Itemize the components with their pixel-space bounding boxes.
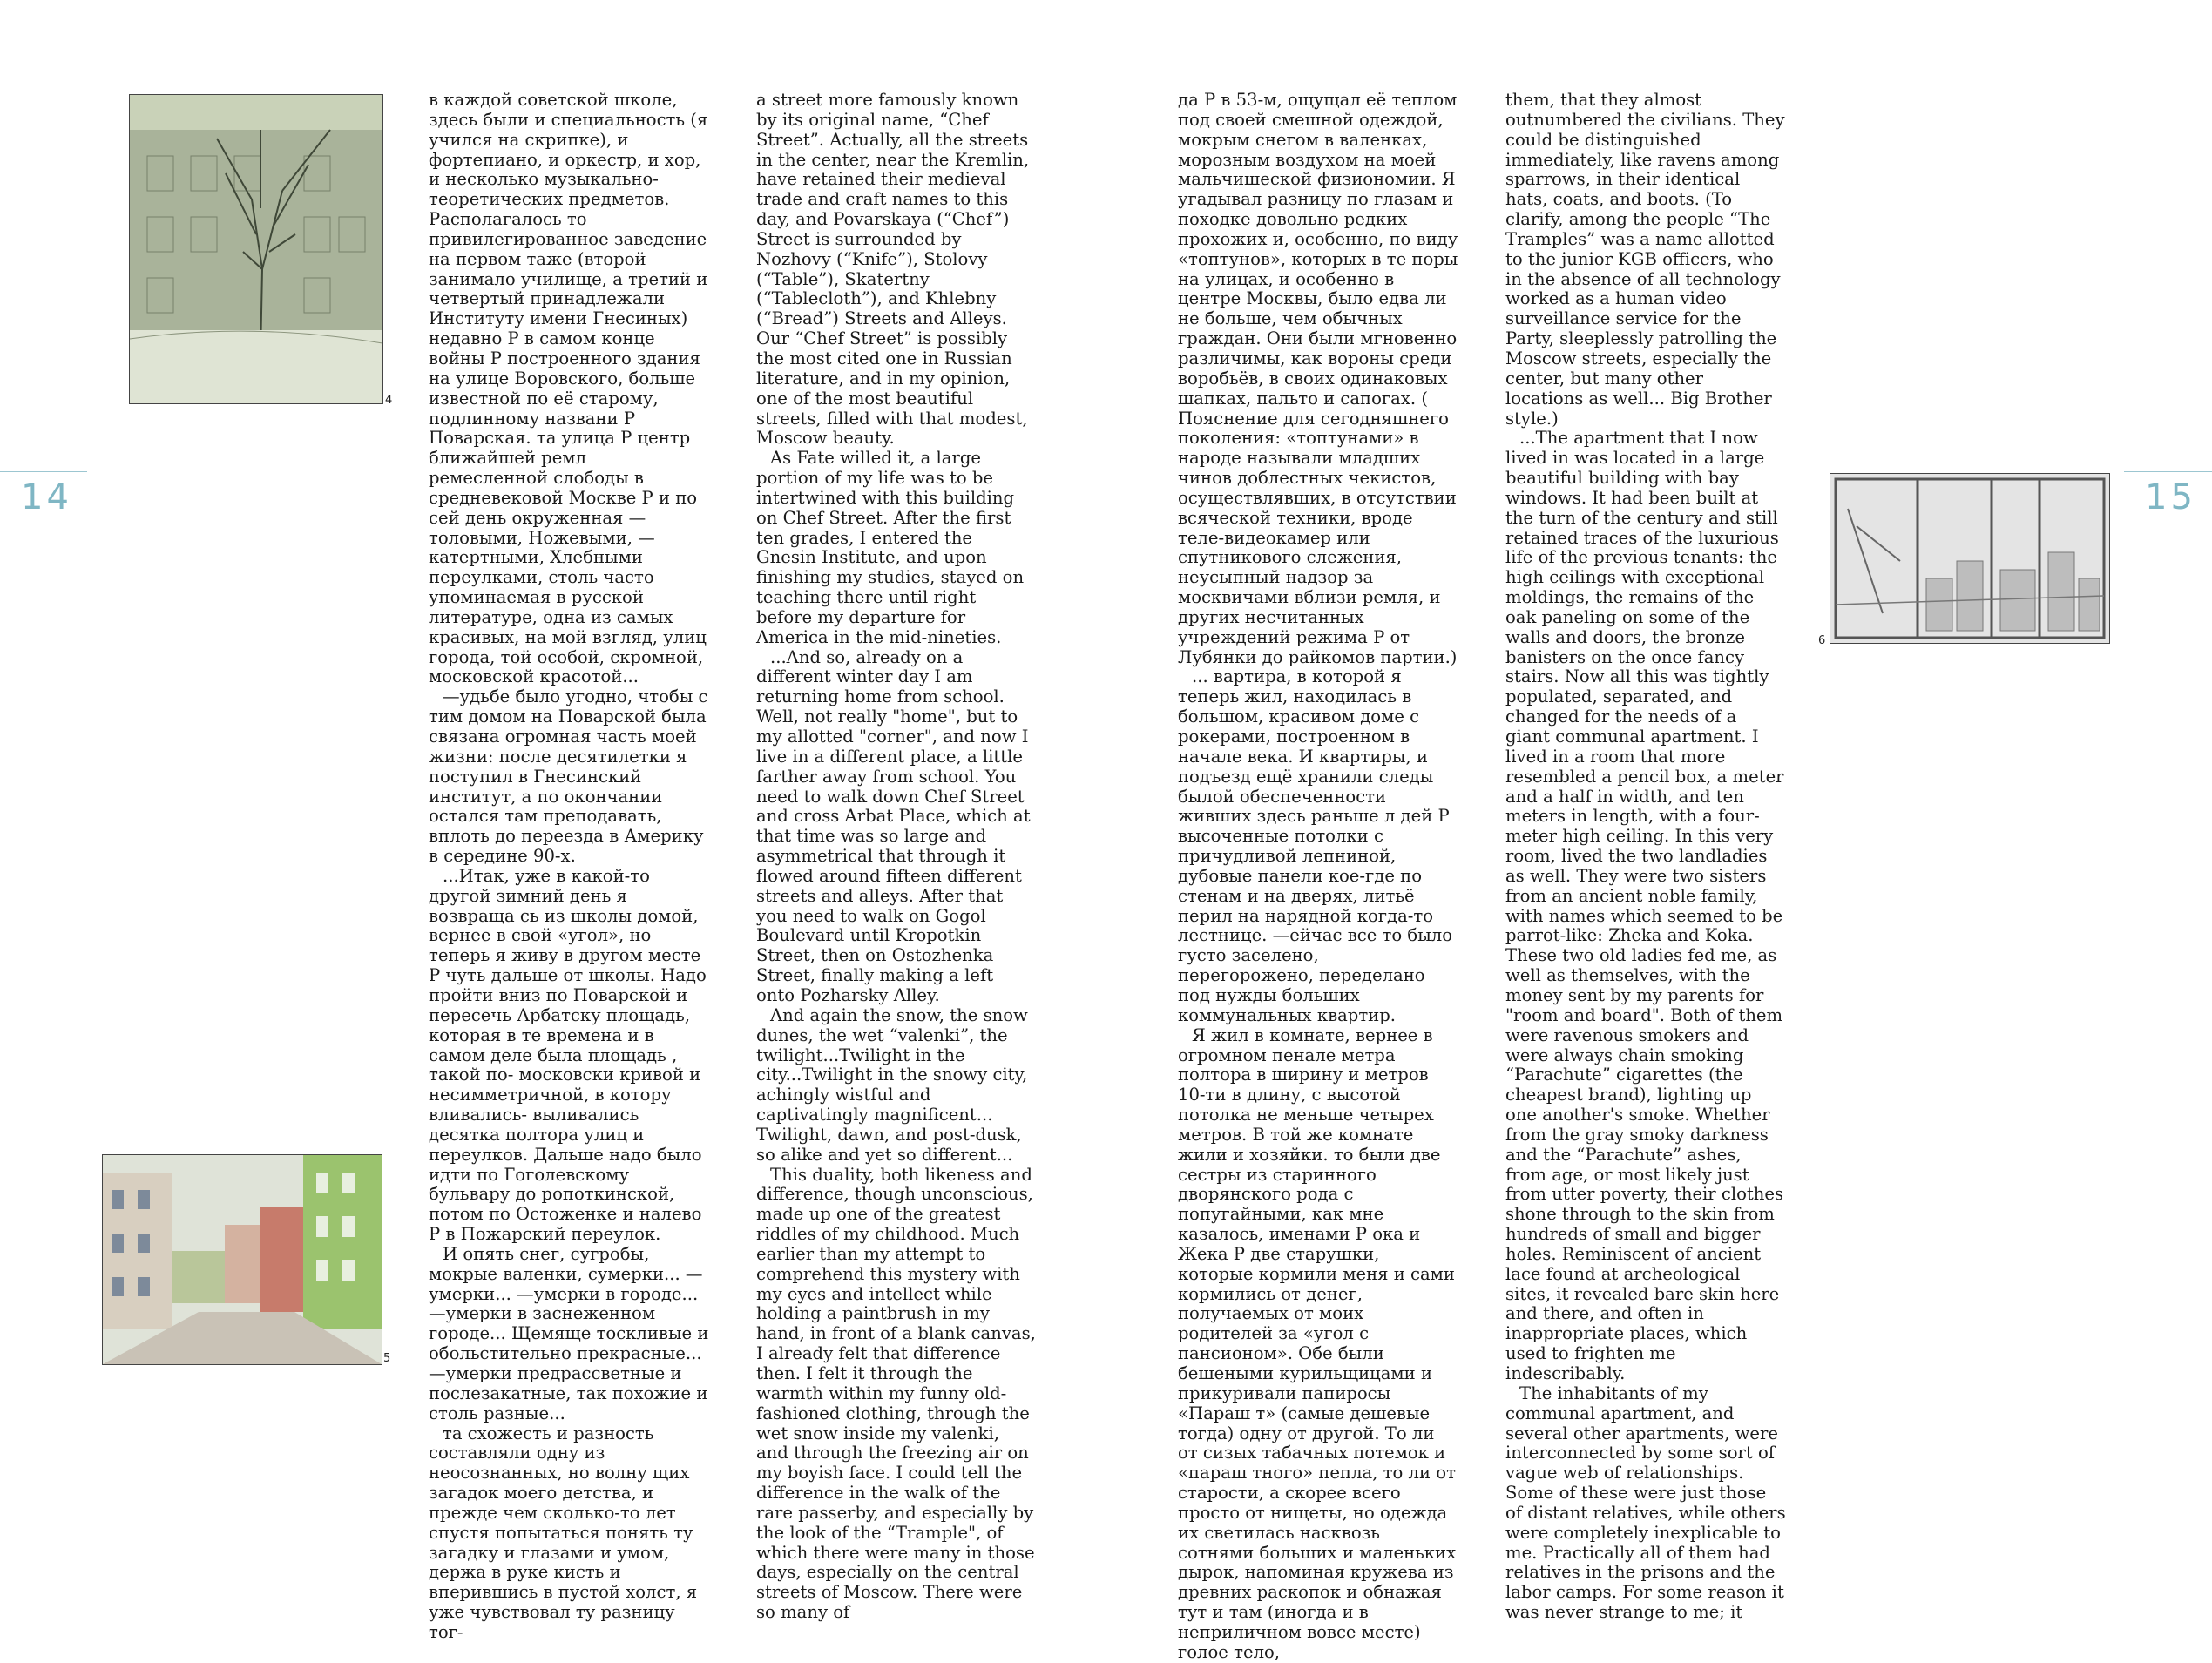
paragraph: them, that they almost outnumbered the civilians. They could be distinguished immediately, like ravens among sparrows, in their identical hats, coats, and boots. (To clarify, among the people “The Tramples” was a name allotted to the junior KGB officers, who in the absence of all technology worked as a human video surveillance service for the Party, sleeplessly patrolling the Moscow streets, especially the center, but many other locations as well... Big Brother style.) bbox=[1505, 90, 1785, 429]
paragraph: ...Итак, уже в какой-то другой зимний день я возвраща сь из школы домой, вернее в свой «угол», но теперь я живу в другом месте Р чуть дальше от школы. Надо пройти вниз по Поварской и пересечь Арбатску площадь, которая в те времена и в самом деле была площадь , такой по- московски кривой и несимметричной, в котору вливались- выливались десятка полтора улиц и переулков. Дальше надо было идти по Гоголевскому бульвару до ропоткинской, потом по Остоженке и налево Р в Пожарский переулок. bbox=[429, 865, 707, 1245]
paragraph: And again the snow, the snow dunes, the wet “valenki”, the twilight...Twilight in the city...Twilight in the snowy city, achingly wistful and captivatingly magnificent... Twilight, dawn, and post-dusk, so alike and yet so different... bbox=[756, 1004, 1028, 1165]
figure-5-caption: 5 bbox=[383, 1352, 391, 1365]
text-column-russian-2 bbox=[1178, 91, 1458, 1663]
figure-6-sketch-window bbox=[1830, 473, 2110, 644]
figure-5-sketch-street bbox=[102, 1154, 382, 1365]
paragraph: The inhabitants of my communal apartment, and several other apartments, were interconnected by some sort of vague web of relationships. Some of these were just those of distant relatives, while others were completely inexplicable to me. Practically all of them had relatives in the prisons and the labor camps. For some reason it was never strange to me; it bbox=[1505, 1382, 1786, 1623]
paragraph: ...The apartment that I now lived in was located in a large beautiful building with bay windows. It had been built at the turn of the century and still retained traces of the luxurious life of the previous tenants: the high ceilings with exceptional moldings, the remains of the oak paneling on some of the walls and doors, the bronze banisters on the once fancy stairs. Now all this was tightly populated, separated, and changed for the needs of a giant communal apartment. I lived in a room that more resembled a pencil box, a meter and a half in width, and ten meters in length, with a four-meter high ceiling. In this very room, lived the two landladies as well. They were two sisters from an ancient noble family, with names which seemed to be parrot-like: Zheka and Koka. These two old ladies fed me, as well as themselves, with the money sent by my parents for "room and board". Both of them were ravenous smokers and were always chain smoking “Parachute” cigarettes (the cheapest brand), lighting up one another's smoke. Whether from the gray smoky darkness and the “Parachute” ashes, from age, or most likely just from utter poverty, their clothes shone through to the skin from hundreds of small and bigger holes. Reminiscent of ancient lace found at archeological sites, it revealed bare skin here and there, and often in inappropriate places, which used to frighten me indescribably. bbox=[1505, 428, 1784, 1383]
figure-4-caption: 4 bbox=[385, 394, 393, 407]
paragraph: Я жил в комнате, вернее в огромном пенале метра полтора в ширину и метров 10-ти в длину, с высотой потолка не меньше четырех метров. В той же комнате жили и хозяйки. то были две сестры из старинного дворянского рода с попугайными, как мне казалось, именами Р ока и Жека Р две старушки, которые кормили меня и сами кормились от денег, получаемых от моих родителей за «угол с пансионом». Обе были бешеными курильщицами и прикуривали папиросы «Параш т» (самые дешевые тогда) одну от другой. То ли от сизых табачных потемок и «параш тного» пепла, то ли от старости, а скорее всего просто от нищеты, но одежда их светилась насквозь сотнями больших и маленьких дырок, напоминая кружева из древних раскопок и обнажая тут и там (иногда и в неприличном вовсе месте) голое тело, bbox=[1178, 1024, 1457, 1662]
paragraph: та схожесть и разность составляли одну из неосознанных, но волну щих загадок моего детства, и прежде чем сколько-то лет спустя попытаться понять ту загадку и глазами и умом, держа в руке кисть и вперившись в пустой холст, я уже чувствовал ту разницу тог- bbox=[429, 1423, 698, 1642]
right-margin-rule bbox=[2124, 471, 2212, 472]
paragraph: в каждой советской школе, здесь были и специальность (я учился на скрипке), и фортепиано, и оркестр, и хор, и несколько музыкально-теоретических предметов. Располагалось то привилегированное заведение на первом таже (второй занимало училище, а третий и четвертый принадлежали Институту имени Гнесиных) недавно Р в самом конце войны Р построенного здания на улице Воровского, больше известной по её старому, подлинному названи Р Поварская. та улица Р центр ближайшей ремл ремесленной слободы в средневековой Москве Р и по сей день окруженная —толовыми, Ножевыми, —катертными, Хлебными переулками, столь часто упоминаемая в русской литературе, одна из самых красивых, на мой взгляд, улиц города, той особой, скромной, московской красотой... bbox=[429, 90, 708, 687]
paragraph: И опять снег, сугробы, мокрые валенки, сумерки... —умерки... —умерки в городе... —умерки в заснеженном городе... Щемяще тоскливые и обольстительно прекрасные... —умерки предрассветные и послезакатные, так похожие и столь разные... bbox=[429, 1243, 709, 1423]
paragraph: ... вартира, в которой я теперь жил, находилась в большом, красивом доме с рокерами, построенном в начале века. И квартиры, и подъезд ещё хранили следы былой обеспеченности живших здесь раньше л дей Р высоченные потолки с причудливой лепниной, дубовые панели кое-где по стенам и на дверях, литьё перил на нарядной когда-то лестнице. —ейчас все то было густо заселено, перегорожено, переделано под нужды больших коммунальных квартир. bbox=[1178, 666, 1453, 1025]
figure-6-caption: 6 bbox=[1818, 634, 1826, 647]
text-column-english-2 bbox=[1505, 91, 1786, 1623]
text-column-russian-1 bbox=[429, 91, 709, 1643]
left-margin-rule bbox=[0, 471, 87, 472]
paragraph: This duality, both likeness and difference, though unconscious, made up one of the greatest riddles of my childhood. Much earlier than my attempt to comprehend this mystery with my eyes and intellect while holding a paintbrush in my hand, in front of a blank canvas, I already felt that difference then. I felt it through the warmth within my funny old-fashioned clothing, through the wet snow inside my valenki, and through the freezing air on my boyish face. I could tell the difference in the walk of the rare passerby, and especially by the look of the “Trample", of which there were many in those days, especially on the central streets of Moscow. There were so many of bbox=[756, 1164, 1036, 1623]
paragraph: ...And so, already on a different winter day I am returning home from school. Well, not really "home", but to my allotted "corner", and now I live in a different place, a little farther away from school. You need to walk down Chef Street and cross Arbat Place, which at that time was so large and asymmetrical that through it flowed around fifteen different streets and alleys. After that you need to walk on Gogol Boulevard until Kropotkin Street, then on Ostozhenka Street, finally making a left onto Pozharsky Alley. bbox=[756, 646, 1031, 1005]
figure-4-sketch-tree-building bbox=[129, 94, 383, 404]
page-number-right: 15 bbox=[2145, 477, 2196, 517]
page-number-left: 14 bbox=[21, 477, 72, 517]
paragraph: As Fate willed it, a large portion of my life was to be intertwined with this building on Chef Street. After the first ten grades, I entered the Gnesin Institute, and upon finishing my studies, stayed on teaching there until right before my departure for America in the mid-nineties. bbox=[756, 448, 1025, 647]
paragraph: да Р в 53-м, ощущал её теплом под своей смешной одеждой, мокрым снегом в валенках, морозным воздухом на моей мальчишеской физиономии. Я угадывал разницу по глазам и походке довольно редких прохожих и, особенно, по виду «топтунов», которых в те поры на улицах, и особенно в центре Москвы, было едва ли не больше, чем обычных граждан. Они были мгновенно различимы, как вороны среди воробьёв, в своих одинаковых шапках, пальто и сапогах. ( Пояснение для сегодняшнего поколения: «топтунами» в народе называли младших чинов доблестных чекистов, осуществлявших, в отсутствии всяческой техники, вроде теле-видеокамер или спутникового слежения, неусыпный надзор за москвичами вблизи ремля, и других несчитанных учреждений режима Р от Лубянки до райкомов партии.) bbox=[1178, 90, 1458, 667]
text-column-english-1 bbox=[756, 91, 1037, 1623]
paragraph: a street more famously known by its original name, “Chef Street”. Actually, all the streets in the center, near the Kremlin, have retained their medieval trade and craft names to this day, and Povarskaya (“Chef”) Street is surrounded by Nozhovy (“Knife”), Stolovy (“Table”), Skatertny (“Tablecloth”), and Khlebny (“Bread”) Streets and Alleys. Our “Chef Street” is possibly the most cited one in Russian literature, and in my opinion, one of the most beautiful streets, filled with that modest, Moscow beauty. bbox=[756, 90, 1030, 449]
paragraph: —удьбе было угодно, чтобы с тим домом на Поварской была связана огромная часть моей жизни: после десятилетки я поступил в Гнесинский институт, а по окончании остался там преподавать, вплоть до переезда в Америку в середине 90-х. bbox=[429, 686, 708, 867]
